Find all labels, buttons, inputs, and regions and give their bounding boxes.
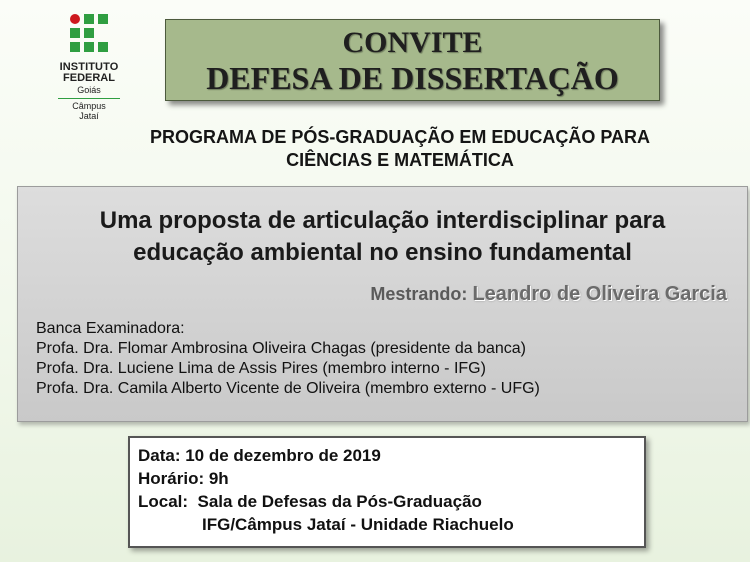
location-label: Local: [138, 492, 189, 511]
committee-member: Profa. Dra. Camila Alberto Vicente de Oliveira (membro externo - UFG) [36, 380, 540, 397]
title-defesa: DEFESA DE DISSERTAÇÃO [206, 60, 619, 96]
committee-member: Profa. Dra. Flomar Ambrosina Oliveira Chagas (presidente da banca) [36, 340, 526, 357]
logo-line-5: Jataí [79, 111, 99, 121]
program-line-1: PROGRAMA DE PÓS-GRADUAÇÃO EM EDUCAÇÃO PARA [149, 127, 650, 147]
committee-colon: : [180, 320, 185, 337]
thesis-panel [17, 186, 748, 422]
student-line [370, 283, 727, 306]
event-details-box [128, 436, 646, 548]
location-line-2: IFG/Câmpus Jataí - Unidade Riachuelo [202, 515, 514, 534]
program-line-2: CIÊNCIAS E MATEMÁTICA [286, 150, 514, 170]
title-convite: CONVITE [342, 26, 483, 59]
location-line-1: Sala de Defesas da Pós-Graduação [197, 492, 482, 511]
thesis-title-line-1: Uma proposta de articulação interdisciplinar para [99, 207, 666, 234]
committee-member: Profa. Dra. Luciene Lima de Assis Pires (membro interno - IFG) [36, 360, 486, 377]
committee-label: Banca Examinadora [36, 320, 181, 337]
event-location-cont [138, 513, 514, 536]
logo-grid-icon [70, 14, 108, 52]
event-time: Horário: 9h [138, 469, 229, 488]
program-name [90, 126, 710, 172]
student-name: Leandro de Oliveira Garcia [472, 283, 727, 305]
institution-logo [50, 10, 128, 122]
title-banner [165, 19, 660, 101]
committee [36, 319, 540, 399]
logo-line-2: FEDERAL [63, 72, 115, 84]
logo-line-4: Câmpus [72, 101, 106, 111]
event-date: Data: 10 de dezembro de 2019 [138, 446, 381, 465]
logo-divider [58, 98, 120, 99]
logo-line-3: Goiás [77, 85, 101, 95]
student-label: Mestrando: [370, 284, 468, 304]
thesis-title-line-2: educação ambiental no ensino fundamental [133, 239, 632, 266]
event-location [138, 490, 482, 513]
logo-line-1: INSTITUTO [59, 61, 119, 73]
thesis-title [18, 205, 747, 269]
